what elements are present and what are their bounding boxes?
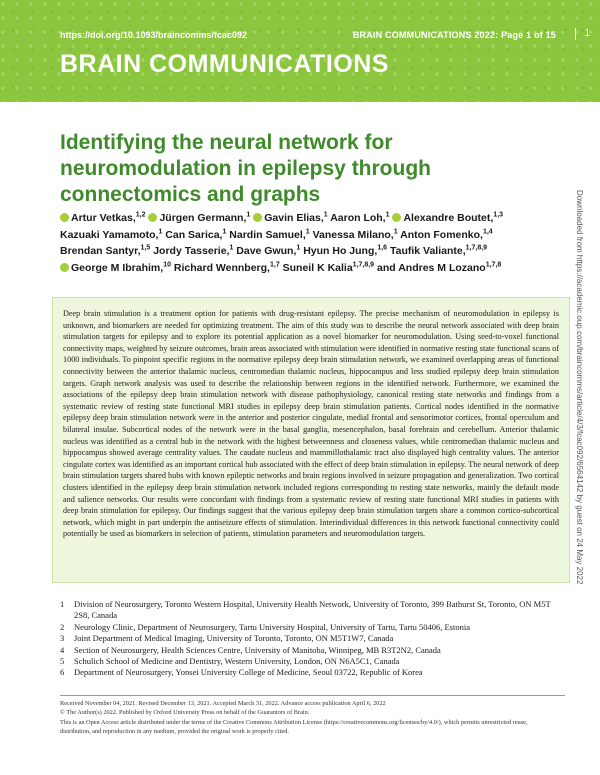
author[interactable] — [60, 245, 150, 257]
author[interactable] — [60, 212, 146, 224]
author-name: Anton Fomenko, — [400, 228, 483, 241]
author[interactable] — [313, 229, 398, 241]
affiliation-text: Department of Neurosurgery, Yonsei University College of Medicine, Seoul 03722, Republic of Korea — [74, 667, 423, 678]
author-affiliation-ref: 1,2 — [135, 211, 146, 219]
orcid-icon[interactable] — [253, 213, 262, 222]
license-line-2: distribution, and reproduction in any medium, provided the original work is properly cited. — [60, 728, 289, 736]
affiliations-list — [60, 599, 565, 679]
affiliation-item — [60, 633, 565, 644]
author-affiliation-ref: 1 — [296, 244, 301, 252]
download-note-text: Downloaded from https://academic.oup.com/braincomms/article/4/3/fcac092/6564142 by guest on 24 May 2022 — [575, 190, 584, 585]
affiliation-item — [60, 656, 565, 667]
affiliation-number: 4 — [60, 644, 65, 655]
author-affiliation-ref: 1,7,8,9 — [352, 261, 375, 268]
orcid-icon[interactable] — [148, 213, 157, 222]
author-affiliation-ref: 1,7 — [269, 261, 280, 268]
author[interactable] — [330, 212, 389, 224]
article-dates: Received November 04, 2021. Revised December 13, 2021. Accepted March 31, 2022. Advance access publication April 6, 2022 — [60, 700, 386, 707]
author[interactable] — [253, 212, 327, 224]
author-name: Jürgen Germann, — [159, 212, 247, 224]
affiliation-text: Section of Neurosurgery, Health Sciences Centre, University of Manitoba, Winnipeg, MB R3T2N2, Canada — [74, 644, 441, 655]
author-list — [60, 210, 560, 276]
author[interactable] — [236, 245, 300, 257]
author-name: Artur Vetkas, — [71, 212, 136, 224]
author-affiliation-ref: 10 — [163, 261, 171, 268]
author-affiliation-ref: 1 — [229, 244, 234, 252]
affiliation-number: 1 — [60, 599, 65, 609]
affiliation-number: 5 — [60, 656, 65, 667]
author-affiliation-ref: 1 — [393, 228, 398, 235]
journal-name: BRAIN COMMUNICATIONS — [60, 50, 389, 78]
author[interactable] — [303, 245, 387, 257]
copyright-line: © The Author(s) 2022. Published by Oxford University Press on behalf of the Guarantors of Brain. — [60, 709, 310, 717]
author-name: Nardin Samuel, — [229, 228, 306, 241]
affiliation-text: Neurology Clinic, Department of Neurosurgery, Tartu University Hospital, University of Tartu, Tartu 50406, Estonia — [74, 621, 470, 632]
author-affiliation-ref: 1 — [323, 211, 328, 219]
author-name: Aaron Loh, — [330, 212, 386, 224]
affiliation-text: Division of Neurosurgery, Toronto Western Hospital, University Health Network, University of Toronto, 399 Bathurst St, Toronto, ON M5T 2S8, Canada — [74, 599, 551, 621]
author-affiliation-ref: 1,6 — [377, 244, 388, 252]
author-name: Can Sarica, — [165, 228, 223, 241]
author[interactable] — [377, 262, 501, 274]
orcid-icon[interactable] — [60, 213, 69, 222]
article-title: Identifying the neural network for neuromodulation in epilepsy through connectomics and graphs — [60, 131, 431, 206]
affiliation-item — [60, 599, 565, 622]
author-name: Alexandre Boutet, — [403, 212, 494, 224]
author-affiliation-ref: 1 — [385, 211, 390, 219]
author[interactable] — [229, 229, 309, 241]
author[interactable] — [283, 262, 374, 274]
page-number: 1 — [575, 28, 590, 40]
author[interactable] — [60, 262, 171, 274]
author-affiliation-ref: 1 — [158, 228, 163, 235]
affiliation-item — [60, 622, 565, 633]
author[interactable] — [400, 229, 493, 241]
affiliation-number: 6 — [60, 667, 65, 678]
author-affiliation-ref: 1,7,8,9 — [465, 244, 488, 252]
abstract-box — [52, 297, 570, 583]
affiliation-item — [60, 667, 565, 678]
author-affiliation-ref: 1 — [246, 211, 251, 219]
author-name: Gavin Elias, — [264, 212, 324, 224]
author-name: Suneil K Kalia — [282, 261, 353, 274]
author-name: Hyun Ho Jung, — [303, 245, 378, 257]
journal-page-info: BRAIN COMMUNICATIONS 2022: Page 1 of 15 — [352, 30, 556, 40]
author[interactable] — [390, 245, 487, 257]
author-name: Richard Wennberg, — [173, 261, 270, 274]
author-name: Vanessa Milano, — [312, 228, 394, 241]
author[interactable] — [153, 245, 233, 257]
license-line-1: This is an Open Access article distributed under the terms of the Creative Commons Attribution License (https://creativecommons.org/licenses/by/4.0/), which permits unrestricted reuse, — [60, 718, 528, 726]
author-name: and Andres M Lozano — [377, 261, 486, 274]
author-affiliation-ref: 1,4 — [482, 228, 493, 235]
doi-link[interactable]: https://doi.org/10.1093/braincomms/fcac092 — [60, 30, 248, 40]
author[interactable] — [148, 212, 250, 224]
author-name: Brendan Santyr, — [60, 245, 141, 257]
author-affiliation-ref: 1,7,8 — [485, 261, 502, 268]
affiliation-number: 2 — [60, 621, 65, 632]
author[interactable] — [174, 262, 280, 274]
author-name: Dave Gwun, — [236, 245, 297, 257]
orcid-icon[interactable] — [60, 263, 69, 272]
footer-divider — [60, 695, 565, 696]
affiliation-number: 3 — [60, 633, 65, 644]
journal-banner — [0, 0, 600, 102]
author-affiliation-ref: 1 — [305, 228, 310, 235]
download-note — [572, 190, 592, 670]
author-affiliation-ref: 1 — [222, 228, 227, 235]
author[interactable] — [165, 229, 226, 241]
author-name: Taufik Valiante, — [389, 245, 466, 257]
article-footer — [60, 699, 565, 737]
author[interactable] — [60, 229, 162, 241]
author[interactable] — [392, 212, 503, 224]
author-affiliation-ref: 1,5 — [140, 244, 151, 252]
author-name: Kazuaki Yamamoto, — [60, 228, 159, 241]
affiliation-item — [60, 645, 565, 656]
orcid-icon[interactable] — [392, 213, 401, 222]
author-name: Jordy Tasserie, — [153, 245, 230, 257]
abstract-text: Deep brain stimulation is a treatment option for patients with drug-resistant epilepsy. The precise mechanism of neuromodulation in epilepsy is unknown, and biomarkers are needed for optimizing treatment. The aim of this study was to describe the neural network associated with deep brain stimulation targets for epilepsy and to explore its potential application as a novel biomarker for neuromodulation. Using seed-to-voxel functional connectivity maps, weighted by seizure outcomes, brain areas associated with stimulation were identified in normative resting state functional scans of 1000 individuals. To pinpoint specific regions in the normative epilepsy deep brain stimulation network, we examined overlapping areas of functional connectivity between the anterior thalamic nucleus, centromedian thalamic nucleus, hippocampus and less studied epilepsy deep brain stimulation targets. Graph network analysis was used to describe the relationship between regions in the identified network. Furthermore, we examined the associations of the epilepsy deep brain stimulation network with disease pathophysiology, canonical resting state networks and findings from a systematic review of resting state functional MRI studies in epilepsy deep brain stimulation patients. Cortical nodes identified in the normative epilepsy deep brain stimulation network were in the anterior and posterior cingulate, medial frontal and sensorimotor cortices, frontal operculum and bilateral insulae. Subcortical nodes of the network were in the basal ganglia, mesencephalon, basal forebrain and cerebellum. Anterior thalamic nucleus was identified as a central hub in the network with the highest betweenness and closeness values, while centromedian thalamic nucleus and hippocampus showed average centrality values. The caudate nucleus and mammillothalamic tract also displayed high centrality values. The anterior cingulate cortex was identified as an important cortical hub associated with the effect of deep brain stimulation in epilepsy. The neural network of deep brain stimulation targets shared hubs with known epileptic networks and brain regions involved in seizure propagation and generalization. Two cortical clusters identified in the epilepsy deep brain stimulation network included regions corresponding to resting state networks, mainly the default mode and salience networks. Our results were concordant with findings from a systematic review of resting state functional MRI studies in patients with deep brain stimulation for epilepsy. Our findings suggest that the various epilepsy deep brain stimulation targets share a common cortico-subcortical network, which might in part underpin the antiseizure effects of stimulation. Interindividual differences in this network functional connectivity could potentially be used as biomarkers in selection of patients, stimulation parameters and neuromodulation targets. — [63, 309, 559, 539]
affiliation-text: Schulich School of Medicine and Dentistry, Western University, London, ON N6A5C1, Canada — [74, 656, 400, 667]
affiliation-text: Joint Department of Medical Imaging, University of Toronto, Toronto, ON M5T1W7, Canada — [74, 633, 394, 644]
author-affiliation-ref: 1,3 — [493, 211, 504, 219]
author-name: George M Ibrahim, — [71, 261, 164, 274]
